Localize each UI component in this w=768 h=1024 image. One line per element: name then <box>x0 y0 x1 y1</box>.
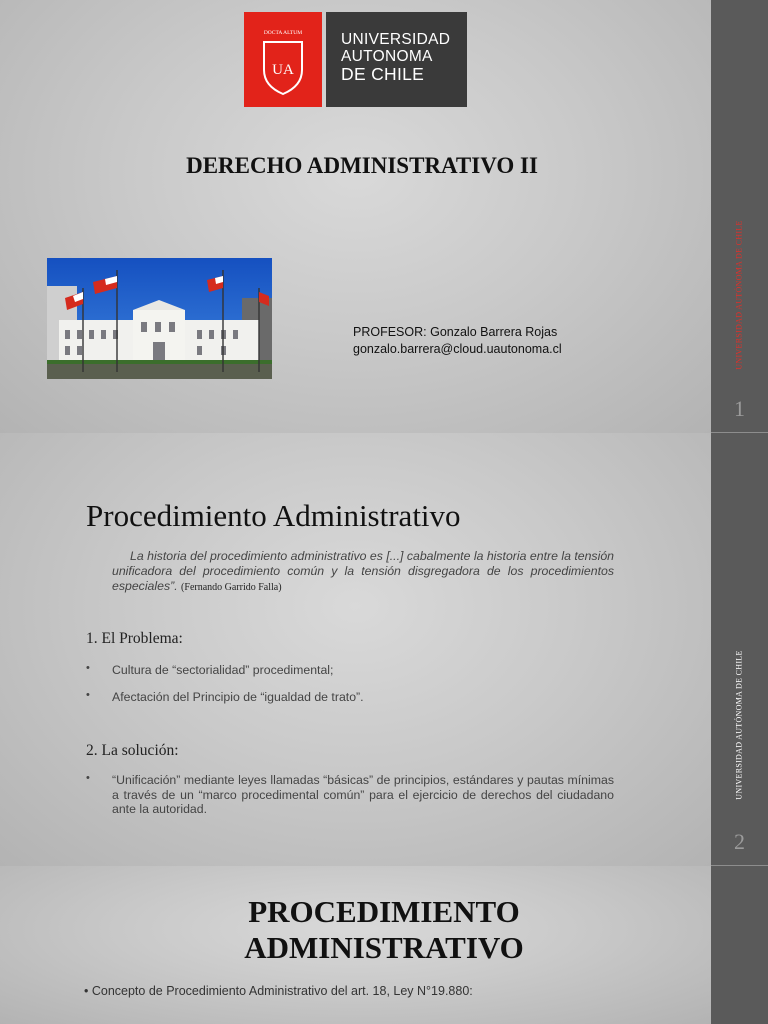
list-item <box>86 690 614 705</box>
logo-line-1: UNIVERSIDAD <box>341 31 451 48</box>
seal-initials: UA <box>272 62 294 78</box>
seal-icon <box>244 12 322 107</box>
slide-title-line-2: ADMINISTRATIVO <box>244 930 524 965</box>
slide-1 <box>0 0 768 433</box>
university-logo-seal <box>244 12 322 107</box>
slide-title: Procedimiento Administrativo <box>86 498 461 533</box>
seal-motto: DOCTA ALTUM <box>263 30 303 36</box>
section-heading-solution: 2. La solución: <box>86 742 179 759</box>
list-item <box>86 773 614 817</box>
slide-2 <box>0 433 768 866</box>
list-item-text: Cultura de “sectorialidad” procedimental; <box>112 663 334 677</box>
list-item-text: “Unificación” mediante leyes llamadas “básicas” de principios, estándares y pautas mínimas a través de un “marco procedimental común” para el ejercicio de derechos del ciudadano ante la autoridad. <box>112 773 614 816</box>
logo-line-3: DE CHILE <box>341 64 425 84</box>
slide-title-line-1: PROCEDIMIENTO <box>248 894 520 929</box>
sidebar-university-label: UNIVERSIDAD AUTÓNOMA DE CHILE <box>734 650 744 800</box>
professor-name: PROFESOR: Gonzalo Barrera Rojas <box>353 325 558 339</box>
quote-block <box>112 549 614 595</box>
quote-text: La historia del procedimiento administrativo es [...] cabalmente la historia entre la tensión unificadora del procedimiento común y la tensión disgregadora de los procedimientos especiales”. <box>112 549 614 593</box>
quote-author: (Fernando Garrido Falla) <box>181 582 282 593</box>
course-title: DERECHO ADMINISTRATIVO II <box>186 153 538 178</box>
bullet-icon: • <box>86 662 90 674</box>
university-logo-text <box>341 31 450 84</box>
list-item <box>86 663 614 678</box>
professor-info <box>353 324 562 358</box>
logo-line-2: AUTONOMA <box>341 48 433 65</box>
slide-number: 1 <box>734 396 745 421</box>
sidebar-university-label: UNIVERSIDAD AUTÓNOMA DE CHILE <box>734 220 744 370</box>
slide-3 <box>0 866 768 1024</box>
slide-title <box>0 894 768 966</box>
section-heading-problem: 1. El Problema: <box>86 630 183 647</box>
list-item: • Concepto de Procedimiento Administrativo del art. 18, Ley N°19.880: <box>84 984 473 998</box>
palacio-la-moneda-photo <box>47 258 272 379</box>
bullet-icon: • <box>86 772 90 784</box>
slide-number: 2 <box>734 829 745 854</box>
professor-email: gonzalo.barrera@cloud.uautonoma.cl <box>353 342 562 356</box>
bullet-icon: • <box>86 689 90 701</box>
list-item-text: Afectación del Principio de “igualdad de trato”. <box>112 690 364 704</box>
